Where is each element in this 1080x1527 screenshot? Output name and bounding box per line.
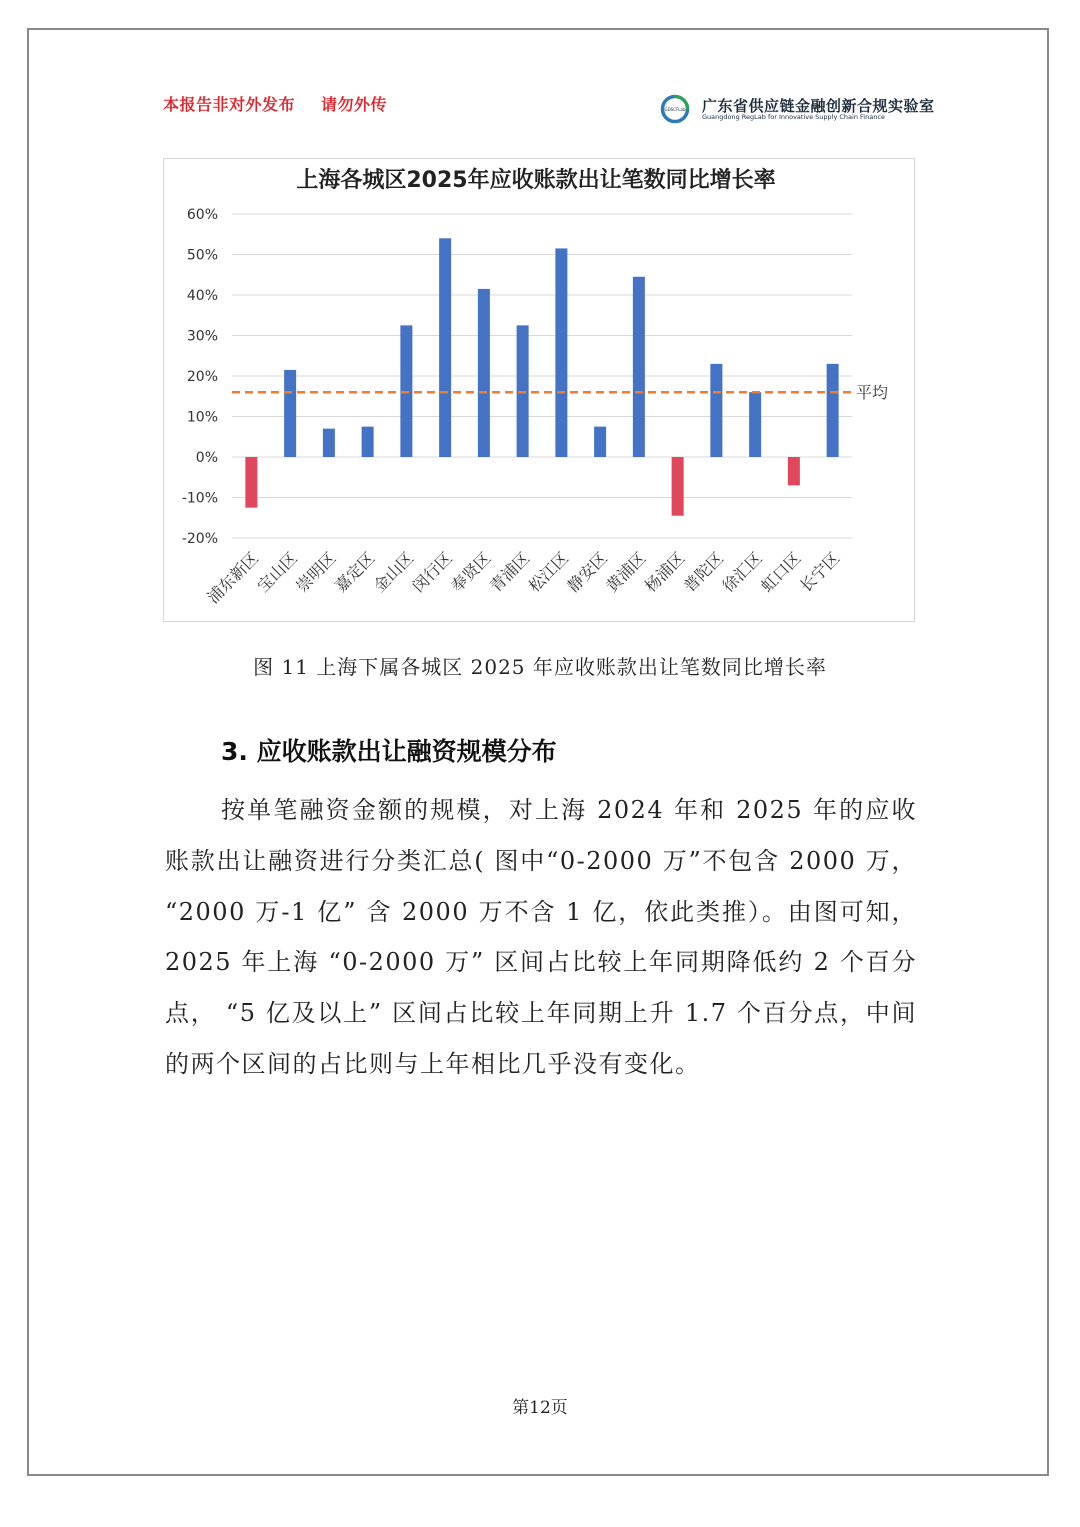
notice-do-not-share: 请勿外传 <box>321 95 388 114</box>
bar <box>478 289 490 457</box>
bar <box>788 457 800 485</box>
bar <box>439 238 451 457</box>
logo-subtitle: Guangdong RegLab for Innovative Supply Chain Finance <box>702 113 885 121</box>
chart-title: 上海各城区2025年应收账款出让笔数同比增长率 <box>296 168 776 193</box>
x-tick-label: 嘉定区 <box>331 548 379 596</box>
chart-canvas <box>164 159 914 621</box>
y-tick-label: 50% <box>186 247 218 264</box>
bar <box>710 364 722 457</box>
x-tick-label: 奉贤区 <box>447 548 495 596</box>
bar <box>633 277 645 457</box>
y-tick-label: 20% <box>186 369 218 385</box>
y-tick-label: 10% <box>186 409 218 426</box>
x-tick-label: 青浦区 <box>486 548 534 596</box>
x-tick-label: 松江区 <box>524 548 573 596</box>
average-label: 平均 <box>856 383 889 403</box>
bar <box>749 392 761 457</box>
bar <box>323 429 335 457</box>
y-tick-label: 0% <box>195 450 218 466</box>
bar <box>245 457 257 508</box>
logo-ring-icon <box>660 94 690 124</box>
confidential-notice <box>163 92 413 115</box>
x-tick-label: 杨浦区 <box>641 548 689 596</box>
bar-chart <box>163 158 915 622</box>
bar <box>827 364 839 457</box>
bar <box>555 248 567 457</box>
y-tick-label: 40% <box>186 288 218 304</box>
x-tick-label: 虹口区 <box>757 548 805 596</box>
x-tick-label: 金山区 <box>369 548 418 596</box>
y-tick-label: 30% <box>186 328 218 345</box>
x-tick-label: 崇明区 <box>292 548 340 596</box>
bar <box>594 427 606 457</box>
y-tick-label: -10% <box>181 490 218 507</box>
lab-logo <box>660 94 935 128</box>
y-tick-label: -20% <box>181 531 218 547</box>
x-tick-label: 宝山区 <box>253 548 301 596</box>
x-tick-label: 闵行区 <box>408 548 456 596</box>
x-tick-label: 徐汇区 <box>718 548 766 596</box>
y-tick-label: 60% <box>186 207 218 223</box>
bar <box>362 427 374 457</box>
body-paragraph: 按单笔融资金额的规模，对上海 2024 年和 2025 年的应收账款出让融资进行分类汇总( 图中“0-2000 万”不包含 2000 万， “2000 万-1 亿” 含 2000 万不含 1 亿，依此类推）。由图可知，2025 年上海 “0-2000 万” 区间占比较上年同期降低约 2 个百分点， “5 亿及以上” 区间占比较上年同期上升 1.7 个百分点，中间的两个区间的占比则与上年相比几乎没有变化。 <box>165 796 917 1078</box>
page-number: 第12页 <box>512 1398 568 1418</box>
notice-not-public: 本报告非对外发布 <box>163 95 296 114</box>
logo-mark-text: GDSCFLab <box>664 107 686 112</box>
bar <box>672 457 684 516</box>
x-tick-label: 静安区 <box>563 548 611 596</box>
bar <box>284 370 296 457</box>
x-tick-label: 普陀区 <box>679 548 728 596</box>
x-tick-label: 黄浦区 <box>602 548 650 596</box>
logo-title: 广东省供应链金融创新合规实验室 <box>702 97 935 115</box>
figure-caption: 图 11 上海下属各城区 2025 年应收账款出让笔数同比增长率 <box>253 655 827 679</box>
section-heading: 3. 应收账款出让融资规模分布 <box>221 737 557 766</box>
x-tick-label: 浦东新区 <box>203 548 263 608</box>
x-tick-label: 长宁区 <box>796 548 844 596</box>
